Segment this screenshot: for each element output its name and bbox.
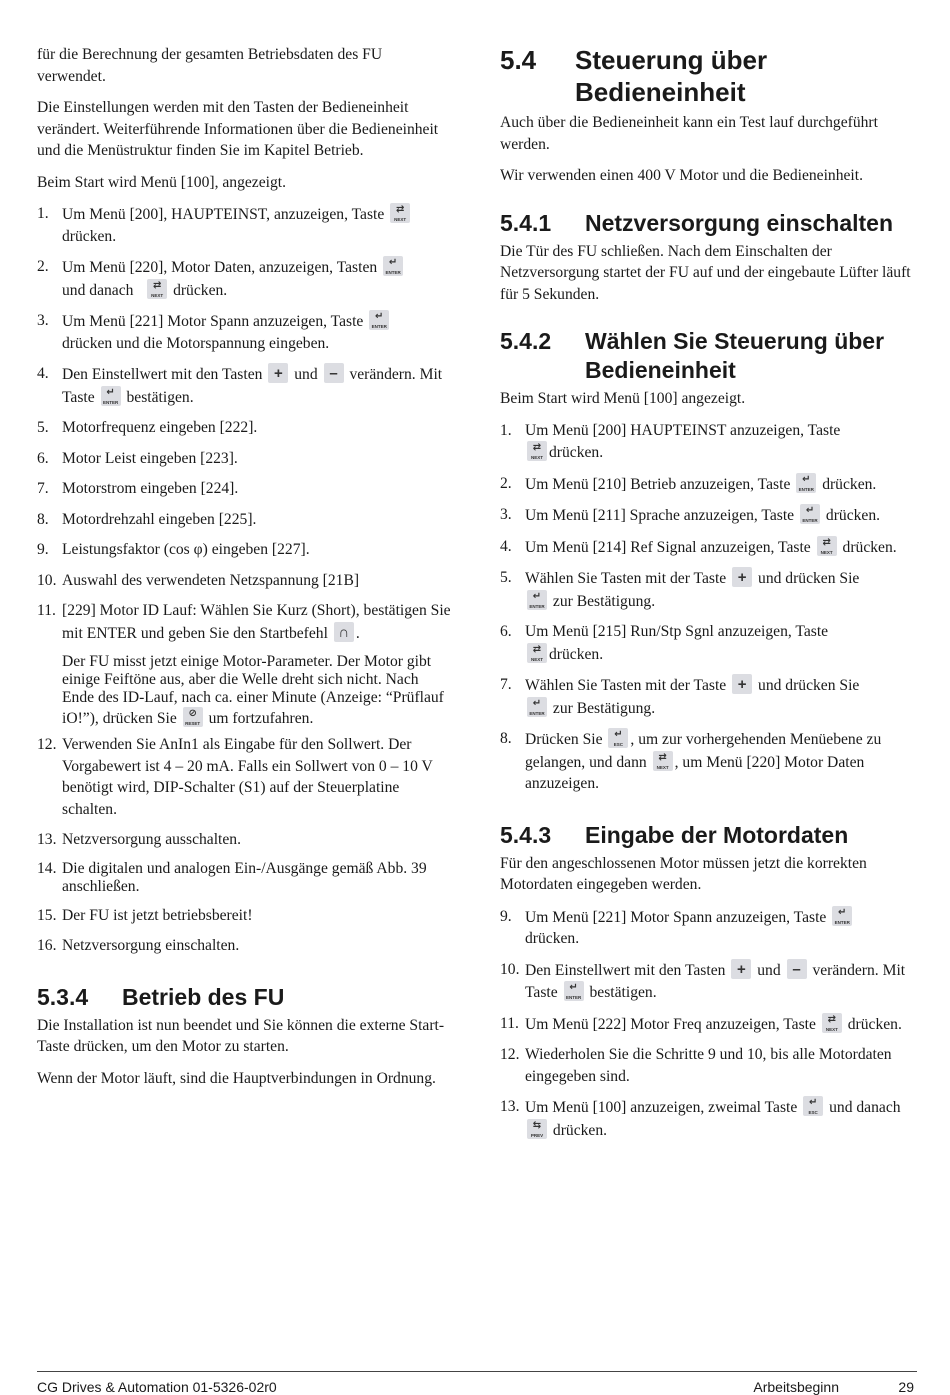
next-key-icon: ⇄ NEXT	[527, 441, 547, 461]
list-item: 1. Um Menü [200] HAUPTEINST anzuzeigen, Taste ⇄ NEXT drücken.	[500, 421, 841, 461]
list-item: 11. Um Menü [222] Motor Freq anzuzeigen, Taste ⇄ NEXT drücken.	[500, 1013, 902, 1033]
enter-key-icon: ↵ ENTER	[383, 256, 403, 276]
prev-key-icon: ⇆ PREV	[527, 1119, 547, 1139]
left-column	[37, 44, 452, 1099]
enter-key-icon: ↵ ENTER	[369, 310, 389, 330]
right-column	[500, 44, 917, 1150]
list-item: 8. Motordrehzahl eingeben [225].	[37, 510, 257, 528]
list-item: 7. Wählen Sie Tasten mit der Taste + und drücken Sie ↵ ENTER zur Bestätigung.	[500, 676, 860, 717]
enter-key-icon: ↵ ENTER	[564, 981, 584, 1001]
list-item: 2. Um Menü [220], Motor Daten, anzuzeigen, Tasten ↵ ENTER und danach ⇄ NEXT drücken.	[37, 256, 452, 301]
next-key-icon: ⇄ NEXT	[817, 536, 837, 556]
paragraph: Auch über die Bedieneinheit kann ein Test lauf durchgeführt werden.	[500, 114, 878, 153]
enter-key-icon: ↵ ENTER	[832, 906, 852, 926]
next-key-icon: ⇄ NEXT	[147, 279, 167, 299]
list-item: 4. Um Menü [214] Ref Signal anzuzeigen, Taste ⇄ NEXT drücken.	[500, 536, 897, 556]
esc-key-icon: ↵ ESC	[608, 728, 628, 748]
list-item: 9. Leistungsfaktor (cos φ) eingeben [227].	[37, 541, 310, 558]
list-item: 13. Um Menü [100] anzuzeigen, zweimal Taste ↵ ESC und danach ⇆ PREV drücken.	[500, 1097, 901, 1139]
paragraph: Für den angeschlossenen Motor müssen jetzt die korrekten Motordaten eingegeben werden.	[500, 854, 867, 893]
paragraph: Wir verwenden einen 400 V Motor und die Bedieneinheit.	[500, 167, 863, 184]
enter-key-icon: ↵ ENTER	[796, 473, 816, 493]
paragraph: Die Einstellungen werden mit den Tasten der Bedieneinheit verändert. Weiterführende Informationen über die Bedieneinheit und die Menüstruktur finden Sie im Kapitel Betrieb.	[37, 99, 439, 159]
paragraph: für die Berechnung der gesamten Betriebsdaten des FU verwendet.	[37, 46, 383, 85]
paragraph: Beim Start wird Menü [100], angezeigt.	[37, 173, 287, 191]
chapter-heading: 5.4 Steuerung über Bedieneinheit	[500, 45, 768, 107]
plus-key-icon: +	[732, 567, 752, 587]
plus-key-icon: +	[732, 674, 752, 694]
next-key-icon: ⇄ NEXT	[822, 1013, 842, 1033]
section-heading: 5.3.4 Betrieb des FU	[37, 983, 285, 1010]
section-heading: 5.4.3 Eingabe der Motordaten	[500, 821, 849, 848]
enter-key-icon: ↵ ENTER	[101, 386, 121, 406]
list-item: 10. Auswahl des verwendeten Netzspannung [21B]	[37, 571, 360, 589]
list-item: 12. Wiederholen Sie die Schritte 9 und 10, bis alle Motordaten eingegeben sind.	[500, 1046, 892, 1085]
minus-key-icon: –	[324, 363, 344, 383]
list-item: 8. Drücken Sie ↵ ESC , um zur vorhergehenden Menüebene zu gelangen, und dann ⇄ NEXT , um Menü [220] Motor Daten anzuzeigen.	[500, 729, 882, 792]
list-item-note: Der FU misst jetzt einige Motor-Parameter. Der Motor gibt einige Feiftöne aus, aber die Welle dreht sich nicht. Nach Ende des ID-Lauf, nach ca. einer Minute (Anzeige: “Prüflauf iO!”), drücken Sie ⊘ RESET um fortzufahren.	[62, 653, 444, 727]
plus-key-icon: +	[268, 363, 288, 383]
list-item: 15. Der FU ist jetzt betriebsbereit!	[37, 906, 253, 924]
list-item: 4. Den Einstellwert mit den Tasten + und – verändern. Mit Taste ↵ ENTER bestätigen.	[37, 365, 443, 406]
paragraph: Wenn der Motor läuft, sind die Hauptverbindungen in Ordnung.	[37, 1069, 436, 1087]
list-item: 14. Die digitalen und analogen Ein-/Ausgänge gemäß Abb. 39 anschließen.	[37, 859, 427, 895]
next-key-icon: ⇄ NEXT	[390, 203, 410, 223]
next-key-icon: ⇄ NEXT	[527, 643, 547, 663]
list-item: 12. Verwenden Sie AnIn1 als Eingabe für den Sollwert. Der Vorgabewert ist 4 – 20 mA. Falls ein Sollwert von 0 – 10 V benötigt wird, DIP-Schalter (S1) auf der Steuerplatine schalten.	[37, 736, 433, 818]
list-item: 2. Um Menü [210] Betrieb anzuzeigen, Taste ↵ ENTER drücken.	[500, 473, 877, 493]
paragraph: Beim Start wird Menü [100] angezeigt.	[500, 390, 746, 407]
enter-key-icon: ↵ ENTER	[800, 504, 820, 524]
list-item: 3. Um Menü [211] Sprache anzuzeigen, Taste ↵ ENTER drücken.	[500, 505, 881, 524]
page-footer	[37, 1371, 917, 1395]
enter-key-icon: ↵ ENTER	[527, 590, 547, 610]
start-key-icon: ∩	[334, 622, 354, 642]
esc-key-icon: ↵ ESC	[803, 1096, 823, 1116]
paragraph: Die Tür des FU schließen. Nach dem Einschalten der Netzversorgung startet der FU auf und der eingebaute Lüfter läuft für 5 Sekunden.	[500, 242, 911, 303]
list-item: 10. Den Einstellwert mit den Tasten + und – verändern. Mit Taste ↵ ENTER bestätigen.	[500, 960, 906, 1001]
next-key-icon: ⇄ NEXT	[653, 751, 673, 771]
footer-section: Arbeitsbeginn	[753, 1379, 839, 1395]
list-item: 7. Motorstrom eingeben [224].	[37, 480, 239, 497]
list-item: 6. Um Menü [215] Run/Stp Sgnl anzuzeigen, Taste ⇄ NEXT drücken.	[500, 623, 829, 663]
list-item: 16. Netzversorgung einschalten.	[37, 937, 240, 954]
plus-key-icon: +	[731, 959, 751, 979]
list-item: 5. Motorfrequenz eingeben [222].	[37, 419, 258, 436]
list-item: 5. Wählen Sie Tasten mit der Taste + und drücken Sie ↵ ENTER zur Bestätigung.	[500, 569, 860, 610]
paragraph: Die Installation ist nun beendet und Sie können die externe Start-Taste drücken, um den Motor zu starten.	[37, 1016, 445, 1055]
reset-key-icon: ⊘ RESET	[183, 707, 203, 727]
list-item: 9. Um Menü [221] Motor Spann anzuzeigen, Taste ↵ ENTER drücken.	[500, 906, 917, 950]
list-item: 6. Motor Leist eingeben [223].	[37, 449, 238, 467]
footer-publisher: CG Drives & Automation 01-5326-02r0	[37, 1379, 277, 1395]
list-item: 11. [229] Motor ID Lauf: Wählen Sie Kurz (Short), bestätigen Sie mit ENTER und geben Sie den Startbefehl ∩ .	[37, 602, 451, 642]
section-heading: 5.4.2 Wählen Sie Steuerung über Bedieneinheit	[500, 328, 885, 383]
page-number: 29	[898, 1379, 914, 1395]
list-item: 13. Netzversorgung ausschalten.	[37, 831, 241, 848]
list-item: 1. Um Menü [200], HAUPTEINST, anzuzeigen, Taste ⇄ NEXT drücken.	[37, 203, 452, 247]
minus-key-icon: –	[787, 959, 807, 979]
enter-key-icon: ↵ ENTER	[527, 697, 547, 717]
section-heading: 5.4.1 Netzversorgung einschalten	[500, 209, 894, 236]
list-item: 3. Um Menü [221] Motor Spann anzuzeigen, Taste ↵ ENTER drücken und die Motorspannung eingeben.	[37, 310, 452, 354]
